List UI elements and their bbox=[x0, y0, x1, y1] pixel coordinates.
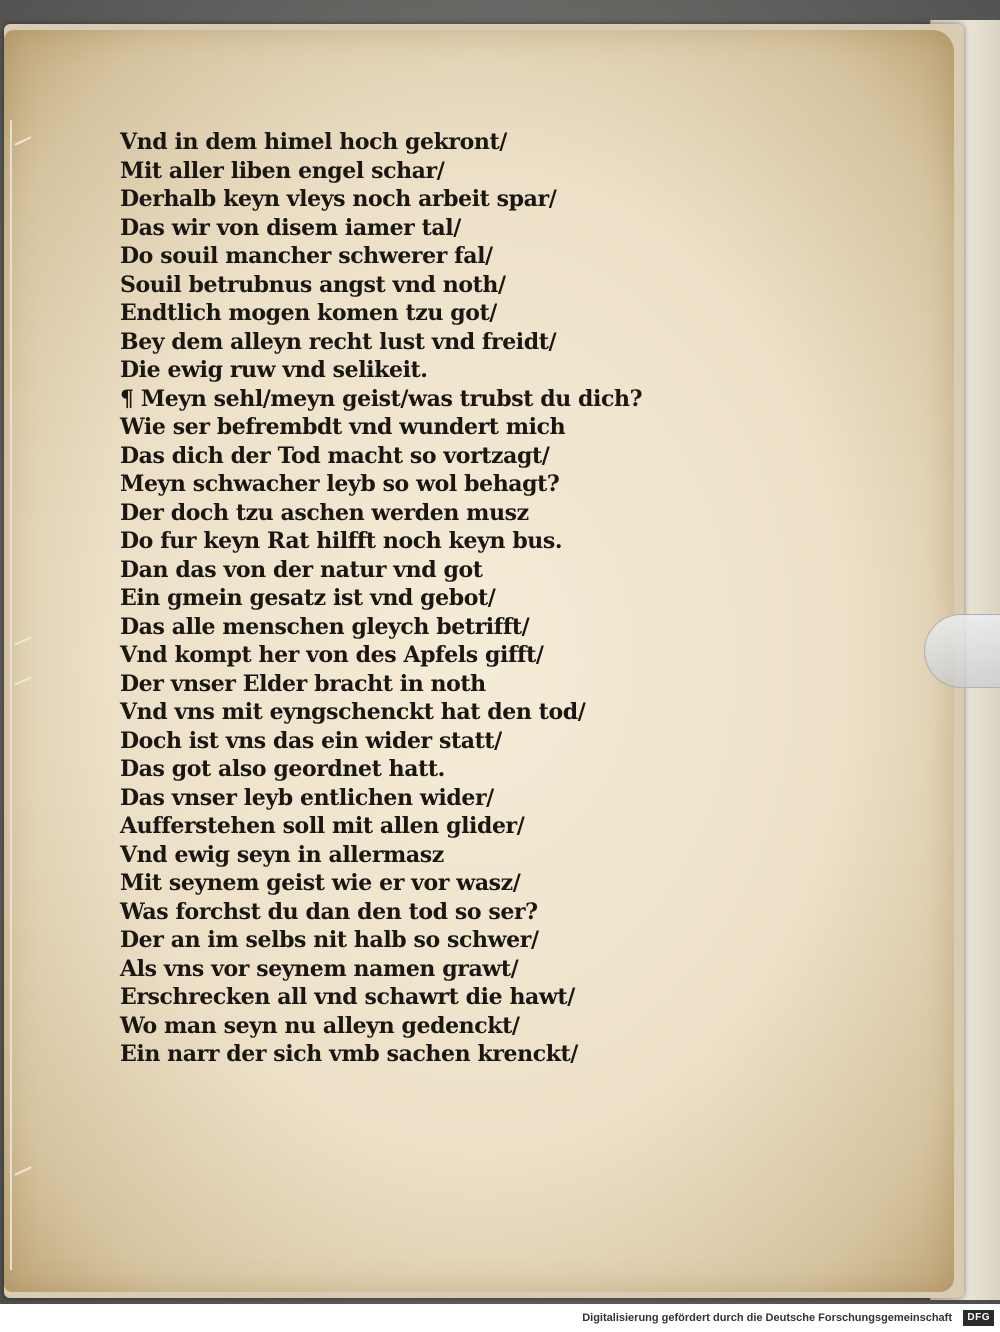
show-through-line bbox=[694, 1013, 954, 1042]
text-line: Der vnser Elder bracht in noth bbox=[120, 670, 486, 697]
text-line: Das got also geordnet hatt. bbox=[120, 756, 445, 782]
show-through-line bbox=[694, 956, 954, 985]
text-line: Das alle menschen gleych betrifft/ bbox=[120, 613, 530, 640]
text-line: Als vns vor seynem namen grawt/ bbox=[120, 955, 519, 982]
show-through-line bbox=[694, 1042, 954, 1071]
thread bbox=[14, 1166, 31, 1175]
text-line: Vnd kompt her von des Apfels gifft/ bbox=[120, 642, 544, 668]
text-line: Vnd ewig seyn in allermasz bbox=[120, 841, 444, 868]
text-line: Das wir von disem iamer tal/ bbox=[120, 214, 461, 241]
text-line: Mit seynem geist wie er vor wasz/ bbox=[120, 870, 521, 896]
show-through-line bbox=[694, 1070, 954, 1099]
show-through-line bbox=[694, 871, 954, 900]
text-line: Meyn schwacher leyb so wol behagt? bbox=[120, 471, 560, 497]
text-line: Der doch tzu aschen werden musz bbox=[120, 499, 529, 526]
show-through-line bbox=[694, 386, 954, 415]
show-through-line bbox=[694, 814, 954, 843]
show-through-line bbox=[694, 928, 954, 957]
show-through-line bbox=[694, 443, 954, 472]
show-through-line bbox=[694, 329, 954, 358]
page-clip bbox=[924, 614, 1000, 688]
poem-text-block bbox=[120, 128, 643, 1069]
text-line: Dan das von der natur vnd got bbox=[120, 556, 483, 583]
show-through-line bbox=[694, 785, 954, 814]
text-line: ¶ Meyn sehl/meyn geist/was trubst du dich? bbox=[120, 385, 643, 412]
text-line: Was forchst du dan den tod so ser? bbox=[120, 898, 538, 925]
spine-threads bbox=[10, 120, 34, 1270]
show-through-line bbox=[694, 643, 954, 672]
text-line: Die ewig ruw vnd selikeit. bbox=[120, 357, 428, 383]
text-line: Ein gmein gesatz ist vnd gebot/ bbox=[120, 585, 496, 611]
show-through-line bbox=[694, 215, 954, 244]
text-line: Das vnser leyb entlichen wider/ bbox=[120, 784, 494, 811]
show-through-line bbox=[694, 187, 954, 216]
text-line: Bey dem alleyn recht lust vnd freidt/ bbox=[120, 328, 557, 355]
text-line: Souil betrubnus angst vnd noth/ bbox=[120, 271, 506, 298]
show-through-line bbox=[694, 472, 954, 501]
text-line: Endtlich mogen komen tzu got/ bbox=[120, 300, 497, 326]
text-line: Aufferstehen soll mit allen glider/ bbox=[120, 813, 525, 839]
show-through-line bbox=[694, 358, 954, 387]
show-through-line bbox=[694, 700, 954, 729]
show-through-line bbox=[694, 899, 954, 928]
dfg-logo: DFG bbox=[963, 1310, 994, 1326]
show-through-line bbox=[694, 842, 954, 871]
funding-credit: Digitalisierung gefördert durch die Deutsche Forschungsgemeinschaft bbox=[582, 1312, 952, 1324]
show-through-line bbox=[694, 158, 954, 187]
footer-bar bbox=[0, 1304, 1000, 1332]
show-through-text bbox=[694, 158, 954, 1099]
thread bbox=[14, 136, 31, 145]
show-through-line bbox=[694, 985, 954, 1014]
show-through-line bbox=[694, 272, 954, 301]
show-through-line bbox=[694, 671, 954, 700]
show-through-line bbox=[694, 244, 954, 273]
show-through-line bbox=[694, 301, 954, 330]
text-line: Der an im selbs nit halb so schwer/ bbox=[120, 927, 539, 953]
text-line: Derhalb keyn vleys noch arbeit spar/ bbox=[120, 186, 557, 212]
text-line: Erschrecken all vnd schawrt die hawt/ bbox=[120, 984, 575, 1010]
show-through-line bbox=[694, 529, 954, 558]
text-line: Mit aller liben engel schar/ bbox=[120, 157, 445, 184]
text-line: Doch ist vns das ein wider statt/ bbox=[120, 727, 502, 754]
thread bbox=[14, 636, 31, 645]
text-line: Do fur keyn Rat hilfft noch keyn bus. bbox=[120, 528, 563, 554]
show-through-line bbox=[694, 614, 954, 643]
show-through-line bbox=[694, 586, 954, 615]
show-through-line bbox=[694, 757, 954, 786]
text-line: Vnd in dem himel hoch gekront/ bbox=[120, 129, 507, 155]
text-line: Das dich der Tod macht so vortzagt/ bbox=[120, 442, 550, 469]
thread bbox=[14, 676, 31, 685]
show-through-line bbox=[694, 415, 954, 444]
text-line: Vnd vns mit eyngschenckt hat den tod/ bbox=[120, 699, 586, 725]
text-line: Ein narr der sich vmb sachen krenckt/ bbox=[120, 1041, 578, 1067]
show-through-line bbox=[694, 500, 954, 529]
show-through-line bbox=[694, 557, 954, 586]
text-line: Do souil mancher schwerer fal/ bbox=[120, 243, 493, 269]
show-through-line bbox=[694, 728, 954, 757]
text-line: Wie ser befrembdt vnd wundert mich bbox=[120, 414, 566, 440]
text-line: Wo man seyn nu alleyn gedenckt/ bbox=[120, 1012, 520, 1039]
